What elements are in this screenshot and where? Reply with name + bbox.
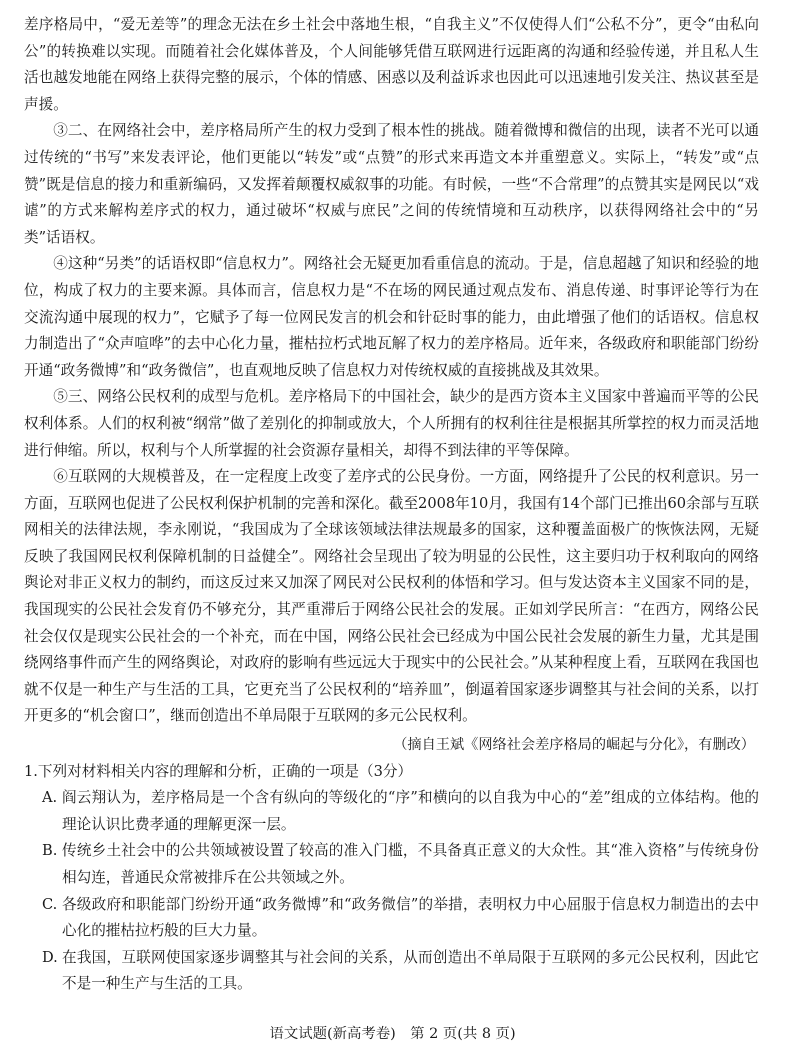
passage-paragraph-3: ④这种“另类”的话语权即“信息权力”。网络社会无疑更加看重信息的流动。于是，信息超越了知识和经验的地位，构成了权力的主要来源。具体而言，信息权力是“不在场的网民通过观点发布、消息传递、时事评论等行为在交流沟通中展现的权力”，它赋予了每一位网民发言的机会和针砭时事的能力，由此增强了他们的话语权。信息权力制造出了“众声喧哗”的去中心化力量，摧枯拉朽式地瓦解了权力的差序格局。近年来，各级政府和职能部门纷纷开通“政务微博”和“政务微信”，也直观地反映了信息权力对传统权威的直接挑战及其效果。 xyxy=(24,255,759,379)
option-c xyxy=(24,892,759,945)
page-footer: 语文试题(新高考卷) 第 2 页(共 8 页) xyxy=(269,1026,516,1042)
option-label: B. xyxy=(42,842,58,860)
question-options xyxy=(24,785,759,998)
passage-paragraph-4: ⑤三、网络公民权利的成型与危机。差序格局下的中国社会，缺少的是西方资本主义国家中普遍而平等的公民权利体系。人们的权利被“纲常”做了差别化的抑制或放大，个人所拥有的权利往往是根据其所掌控的权力而灵活地进行伸缩。所以，权利与个人所掌握的社会资源存量相关，却得不到法律的平等保障。 xyxy=(24,388,759,459)
question-stem: 1.下列对材料相关内容的理解和分析，正确的一项是（3分） xyxy=(24,762,413,780)
option-b xyxy=(24,838,759,891)
option-text: 在我国，互联网使国家逐步调整其与社会间的关系，从而创造出不单局限于互联网的多元公民权利，因此它不是一种生产与生活的工具。 xyxy=(62,948,759,993)
option-label: C. xyxy=(42,895,58,913)
option-text: 阎云翔认为，差序格局是一个含有纵向的等级化的“序”和横向的以自我为中心的“差”组成的立体结构。他的理论认识比费孝通的理解更深一层。 xyxy=(62,789,759,833)
passage-paragraph-2: ③二、在网络社会中，差序格局所产生的权力受到了根本性的挑战。随着微博和微信的出现，读者不光可以通过传统的“书写”来发表评论，他们更能以“转发”或“点赞”的形式来再造文本并重塑意义。实际上，“转发”或“点赞”既是信息的接力和重新编码，又发挥着颠覆权威叙事的功能。有时候，一些“不合常理”的点赞其实是网民以“戏谑”的方式来解构差序式的权力，通过破坏“权威与庶民”之间的传统情境和互动秩序，以获得网络社会中的“另类”话语权。 xyxy=(24,122,759,246)
option-text: 传统乡土社会中的公共领域被设置了较高的准入门槛，不具备真正意义的大众性。其“准入资格”与传统身份相勾连，普通民众常被排斥在公共领域之外。 xyxy=(62,842,759,886)
option-d xyxy=(24,945,759,998)
option-a xyxy=(24,785,759,838)
option-label: D. xyxy=(42,948,58,966)
option-text: 各级政府和职能部门纷纷开通“政务微博”和“政务微信”的举措，表明权力中心屈服于信息权力制造出的去中心化的摧枯拉朽般的巨大力量。 xyxy=(62,895,759,940)
passage-paragraph-1: 差序格局中，“爱无差等”的理念无法在乡土社会中落地生根，“自我主义”不仅使得人们“公私不分”，更令“由私向公”的转换难以实现。而随着社会化媒体普及，个人间能够凭借互联网进行远距离的沟通和经验传递，并且私人生活也越发地能在网络上获得完整的展示，个体的情感、困惑以及利益诉求也因此可以迅速地引发关注、热议甚至是声援。 xyxy=(24,16,759,113)
passage-source: （摘自王斌《网络社会差序格局的崛起与分化》，有删改） xyxy=(393,737,755,754)
option-label: A. xyxy=(42,789,58,807)
passage-paragraph-5: ⑥互联网的大规模普及，在一定程度上改变了差序式的公民身份。一方面，网络提升了公民的权利意识。另一方面，互联网也促进了公民权利保护机制的完善和深化。截至2008年10月，我国有14个部门已推出60余部与互联网相关的法律法规，李永刚说，“我国成为了全球该领域法律法规最多的国家，这种覆盖面极广的恢恢法网，无疑反映了我国网民权利保障机制的日益健全”。网络社会呈现出了较为明显的公民性，这主要归功于权利取向的网络舆论对非正义权力的制约，而这反过来又加深了网民对公民权利的体悟和学习。但与发达资本主义国家不同的是，我国现实的公民社会发育仍不够充分，其严重滞后于网络公民社会的发展。正如刘学民所言：“在西方，网络公民社会仅仅是现实公民社会的一个补充，而在中国，网络公民社会已经成为中国公民社会发展的新生力量，尤其是围绕网络事件而产生的网络舆论，对政府的影响有些远远大于现实中的公民社会。”从某种程度上看，互联网在我国也就不仅是一种生产与生活的工具，它更充当了公民权利的“培养皿”，倒逼着国家逐步调整其与社会间的关系，以打开更多的“机会窗口”，继而创造出不单局限于互联网的多元公民权利。 xyxy=(24,468,759,725)
